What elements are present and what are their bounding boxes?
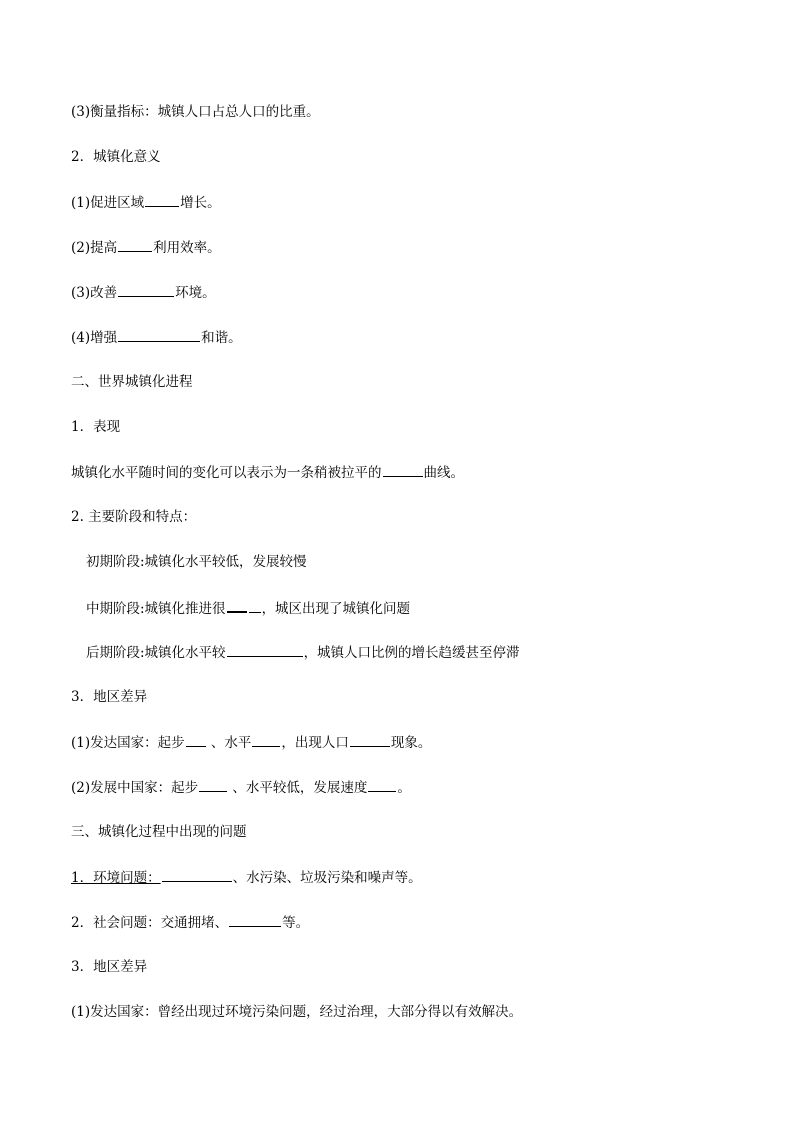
fill-blank[interactable] — [118, 283, 174, 297]
fill-blank[interactable] — [145, 193, 179, 207]
text: (3)改善 — [71, 285, 118, 301]
fill-blank[interactable] — [118, 328, 200, 342]
heading-manifestation — [71, 418, 120, 436]
text: 2．城镇化意义 — [71, 149, 161, 165]
text-line-developing-countries — [71, 778, 411, 797]
text-line-significance-2 — [71, 238, 221, 257]
text: 和谐。 — [201, 330, 242, 346]
text: 1．表现 — [71, 419, 121, 435]
text-line-significance-1 — [71, 193, 221, 212]
text: 城镇化水平随时间的变化可以表示为一条稍被拉平的 — [71, 465, 382, 481]
text: 三、城镇化过程中出现的问题 — [71, 824, 247, 840]
fill-blank[interactable] — [118, 238, 152, 252]
text-line-late-stage — [86, 643, 520, 662]
text: 二、世界城镇化进程 — [71, 374, 193, 390]
text-line-significance-3 — [71, 283, 216, 302]
text-line-initial-stage — [86, 553, 307, 571]
text: (4)增强 — [71, 330, 118, 346]
text-line-curve — [71, 463, 464, 482]
text: 现象。 — [390, 735, 432, 751]
text: 2．社会问题：交通拥堵、 — [71, 915, 229, 931]
text: 利用效率。 — [153, 240, 221, 256]
fill-blank[interactable] — [252, 733, 280, 747]
text-line-environmental-problems — [71, 868, 422, 887]
heading-urbanization-significance — [71, 148, 161, 166]
text: ，城区出现了城镇化问题 — [261, 601, 411, 617]
fill-blank[interactable] — [229, 913, 281, 927]
text: (3)衡量指标：城镇人口占总人口的比重。 — [71, 104, 320, 120]
text-line-middle-stage — [86, 598, 410, 618]
text: (1)促进区域 — [71, 195, 145, 211]
text: 中期阶段:城镇化推进很 — [86, 601, 226, 617]
text-line-social-problems — [71, 913, 309, 932]
heading-world-urbanization — [71, 373, 193, 391]
text: ，城镇人口比例的增长趋缓甚至停滞 — [303, 645, 520, 661]
text-line-significance-4 — [71, 328, 242, 347]
text: ，出现人口 — [281, 735, 349, 751]
fill-blank[interactable] — [350, 733, 390, 747]
text: 1．环境问题： — [71, 870, 161, 886]
text: 初期阶段:城镇化水平较低，发展较慢 — [86, 554, 307, 570]
heading-main-stages — [71, 508, 196, 526]
text: 3．地区差异 — [71, 959, 148, 975]
text: 后期阶段:城镇化水平较 — [86, 645, 226, 661]
text: 环境。 — [175, 285, 216, 301]
heading-regional-difference — [71, 688, 147, 706]
text: 2. 主要阶段和特点： — [71, 509, 197, 525]
text-line-developed-countries — [71, 733, 431, 752]
fill-blank[interactable] — [199, 778, 227, 792]
fill-blank[interactable] — [227, 643, 303, 657]
text: 曲线。 — [423, 465, 464, 481]
text: (1)发达国家：起步 — [71, 735, 185, 751]
text: (2)发展中国家：起步 — [71, 780, 199, 796]
fill-blank[interactable] — [227, 598, 247, 613]
text: (2)提高 — [71, 240, 118, 256]
text: 。 — [397, 780, 411, 796]
text-line-measure-indicator — [71, 103, 320, 121]
fill-blank[interactable] — [162, 868, 232, 882]
text: 3．地区差异 — [71, 689, 148, 705]
text: 、水平较低，发展速度 — [232, 780, 368, 796]
text: 、水污染、垃圾污染和噪声等。 — [232, 870, 422, 886]
heading-urbanization-problems — [71, 823, 247, 841]
heading-regional-difference-2 — [71, 958, 147, 976]
fill-blank[interactable] — [368, 778, 396, 792]
fill-blank[interactable] — [249, 599, 261, 613]
text: 增长。 — [180, 195, 221, 211]
text-line-developed-pollution — [71, 1003, 522, 1021]
text: (1)发达国家：曾经出现过环境污染问题，经过治理，大部分得以有效解决。 — [71, 1004, 523, 1020]
fill-blank[interactable] — [383, 463, 423, 477]
text: 等。 — [282, 915, 310, 931]
text: 、水平 — [210, 735, 252, 751]
fill-blank[interactable] — [186, 733, 206, 747]
